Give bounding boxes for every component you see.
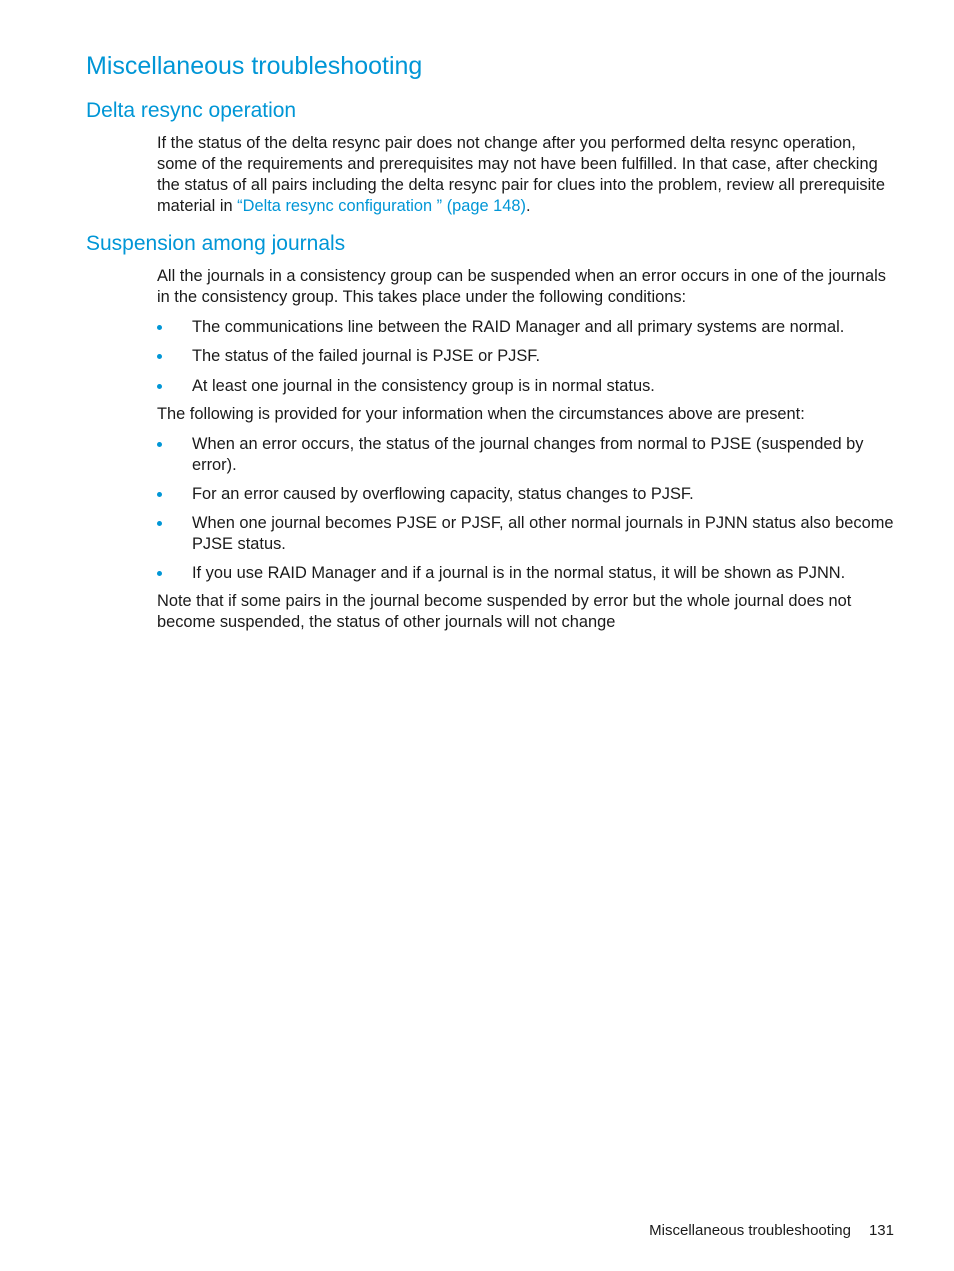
condition-text: The status of the failed journal is PJSE or PJSF. bbox=[192, 347, 541, 365]
suspension-intro: All the journals in a consistency group can be suspended when an error occurs in one of the journals in the consistency group. This takes place under the following conditions: bbox=[157, 267, 886, 306]
condition-text: The communications line between the RAID Manager and all primary systems are normal. bbox=[192, 318, 845, 336]
bullet-icon bbox=[157, 571, 162, 576]
info-text: When an error occurs, the status of the journal changes from normal to PJSE (suspended by error). bbox=[192, 435, 864, 474]
info-intro: The following is provided for your information when the circumstances above are present: bbox=[157, 405, 805, 423]
page-number: 131 bbox=[868, 1222, 894, 1239]
bullet-icon bbox=[157, 354, 162, 359]
bullet-icon bbox=[157, 521, 162, 526]
section-heading-suspension: Suspension among journals bbox=[86, 232, 346, 255]
info-text: For an error caused by overflowing capacity, status changes to PJSF. bbox=[192, 485, 694, 503]
delta-resync-text: If the status of the delta resync pair does not change after you performed delta resync operation, some of the requirements and prerequisites may not have been fulfilled. In that case, after checking the status of all pairs including the delta resync pair for clues into the problem, review all prerequisite material in bbox=[157, 134, 885, 215]
bullet-icon bbox=[157, 442, 162, 447]
delta-resync-period: . bbox=[525, 197, 531, 215]
condition-list-item bbox=[157, 346, 899, 367]
bullet-icon bbox=[157, 384, 162, 389]
delta-resync-config-link[interactable]: “Delta resync configuration ” (page 148) bbox=[237, 197, 526, 215]
info-text: When one journal becomes PJSE or PJSF, all other normal journals in PJNN status also become PJSE status. bbox=[192, 514, 894, 553]
bullet-icon bbox=[157, 325, 162, 330]
condition-list-item bbox=[157, 376, 899, 397]
info-list-item bbox=[157, 484, 899, 505]
delta-resync-paragraph bbox=[157, 133, 899, 217]
bullet-icon bbox=[157, 492, 162, 497]
info-list-item bbox=[157, 513, 899, 555]
info-list-item bbox=[157, 563, 899, 584]
condition-list-item bbox=[157, 317, 899, 338]
page-title: Miscellaneous troubleshooting bbox=[86, 52, 423, 80]
info-list-item bbox=[157, 434, 899, 476]
closing-note: Note that if some pairs in the journal become suspended by error but the whole journal does not become suspended, the status of other journals will not change bbox=[157, 592, 852, 631]
footer-section-title: Miscellaneous troubleshooting bbox=[649, 1222, 851, 1239]
section-heading-delta-resync: Delta resync operation bbox=[86, 99, 297, 122]
info-text: If you use RAID Manager and if a journal is in the normal status, it will be shown as PJNN. bbox=[192, 564, 846, 582]
condition-text: At least one journal in the consistency group is in normal status. bbox=[192, 377, 655, 395]
page-footer bbox=[649, 1222, 894, 1239]
